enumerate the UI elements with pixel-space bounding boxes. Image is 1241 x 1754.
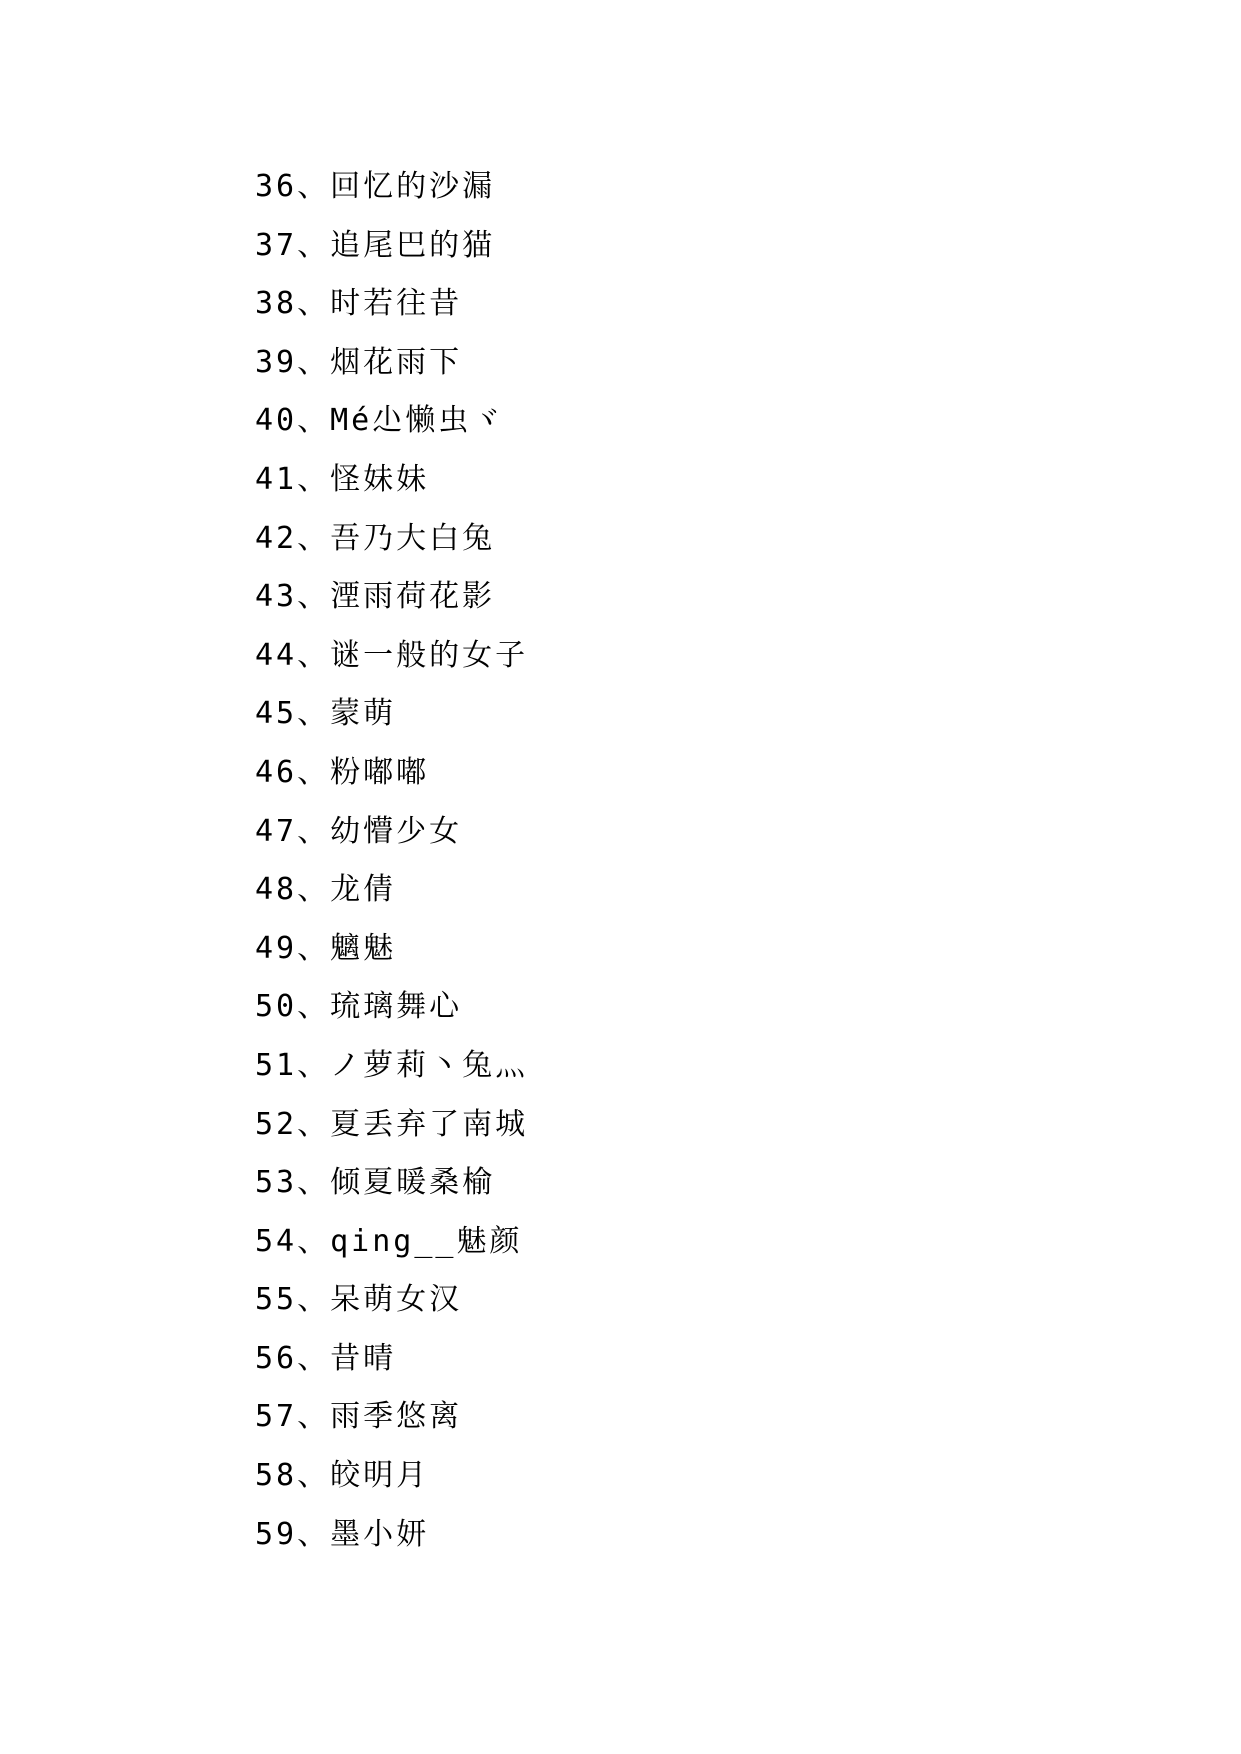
list-item: 36、回忆的沙漏 bbox=[255, 169, 496, 204]
list-item: 59、墨小妍 bbox=[255, 1516, 430, 1552]
list-item: 42、吾乃大白兔 bbox=[255, 520, 496, 556]
list-item: 47、幼懵少女 bbox=[255, 813, 463, 849]
list-item: 57、雨季悠离 bbox=[255, 1399, 463, 1435]
list-item: 48、龙倩 bbox=[255, 872, 397, 908]
list-item: 39、烟花雨下 bbox=[255, 344, 463, 380]
nickname-list bbox=[255, 158, 528, 1564]
list-item: 40、Mé尐懒虫ヾ bbox=[255, 403, 505, 439]
list-item: 45、蒙萌 bbox=[255, 696, 397, 732]
list-item: 51、ノ萝莉丶兔灬 bbox=[255, 1047, 529, 1083]
list-item: 53、倾夏暖桑榆 bbox=[255, 1165, 496, 1201]
list-item: 46、粉嘟嘟 bbox=[255, 754, 430, 790]
list-item: 50、琉璃舞心 bbox=[255, 989, 463, 1025]
list-item: 44、谜一般的女子 bbox=[255, 637, 529, 673]
list-item: 52、夏丢弃了南城 bbox=[255, 1106, 529, 1142]
list-item: 37、追尾巴的猫 bbox=[255, 227, 496, 263]
list-item: 38、时若往昔 bbox=[255, 286, 463, 322]
list-item: 43、湮雨荷花影 bbox=[255, 579, 496, 615]
list-item: 58、皎明月 bbox=[255, 1458, 430, 1494]
list-item: 56、昔晴 bbox=[255, 1340, 397, 1376]
list-item: 55、呆萌女汉 bbox=[255, 1282, 463, 1318]
list-item: 41、怪妹妹 bbox=[255, 461, 430, 497]
list-item: 54、qing__魅颜 bbox=[255, 1223, 523, 1259]
list-item: 49、魑魅 bbox=[255, 930, 397, 966]
